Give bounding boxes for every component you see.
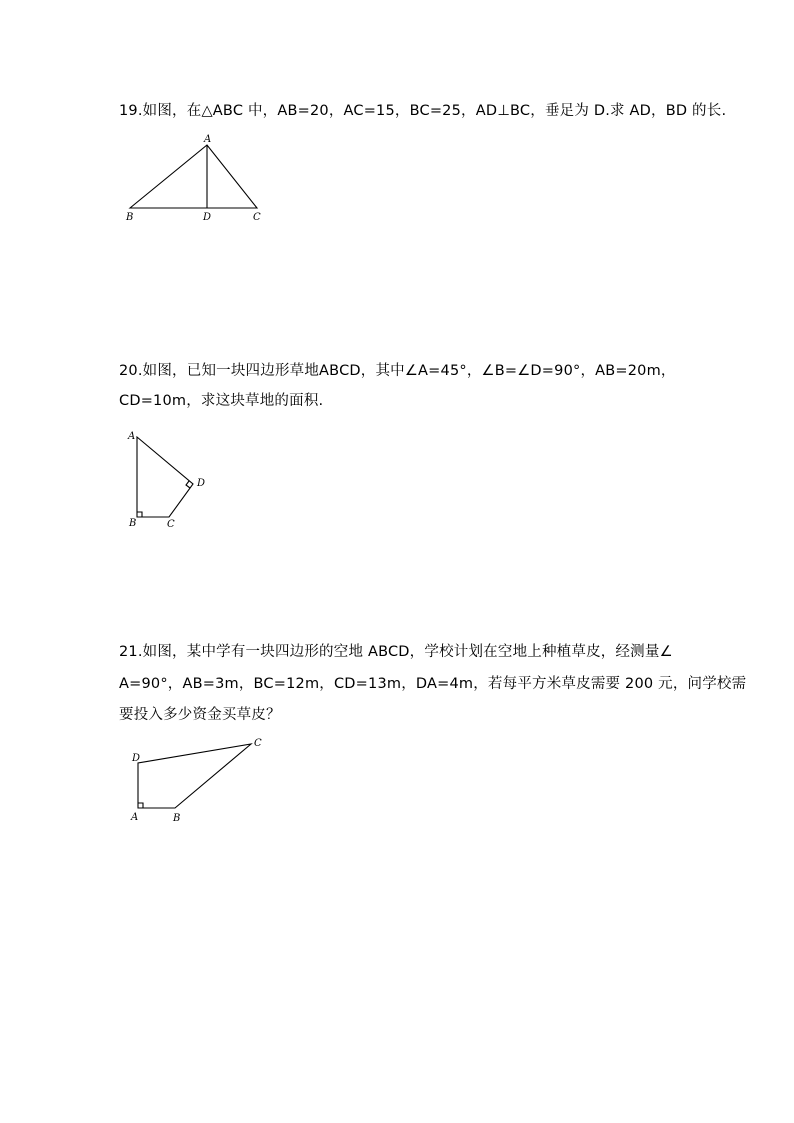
quadrilateral-abcd-outline — [137, 437, 193, 517]
quadrilateral-abcd-figure-21 — [120, 733, 270, 828]
label-d: D — [197, 478, 206, 489]
problem-21-text-line-1: 21.如图，某中学有一块四边形的空地 ABCD，学校计划在空地上种植草皮，经测量∠ — [119, 644, 673, 660]
problem-19-text: 19.如图，在△ABC 中，AB=20，AC=15，BC=25，AD⊥BC，垂足为 D.求 AD，BD 的长. — [119, 103, 727, 119]
label-a: A — [204, 134, 212, 145]
right-angle-mark-a — [138, 803, 143, 808]
label-a: A — [131, 812, 139, 823]
label-d: D — [132, 753, 141, 764]
triangle-abc-figure — [120, 128, 280, 224]
label-d: D — [203, 212, 212, 223]
problem-20-text-line-2: CD=10m，求这块草地的面积. — [119, 393, 324, 409]
quadrilateral-abcd-figure-20 — [120, 425, 220, 535]
problem-21-text-line-3: 要投入多少资金买草皮？ — [119, 707, 281, 723]
label-b: B — [173, 813, 181, 824]
quadrilateral-abcd-outline — [138, 744, 251, 808]
label-c: C — [167, 519, 175, 530]
right-angle-mark-d — [186, 481, 190, 488]
label-a: A — [128, 431, 136, 442]
label-b: B — [126, 212, 134, 223]
right-angle-mark-b — [137, 512, 142, 517]
problem-20-text-line-1: 20.如图，已知一块四边形草地ABCD，其中∠A=45°，∠B=∠D=90°，AB=20m， — [119, 363, 676, 379]
triangle-abc-outline — [130, 145, 257, 208]
label-b: B — [129, 518, 137, 529]
label-c: C — [253, 212, 261, 223]
label-c: C — [254, 738, 262, 749]
problem-21-text-line-2: A=90°，AB=3m，BC=12m，CD=13m，DA=4m，若每平方米草皮需要 200 元，问学校需 — [119, 676, 747, 692]
